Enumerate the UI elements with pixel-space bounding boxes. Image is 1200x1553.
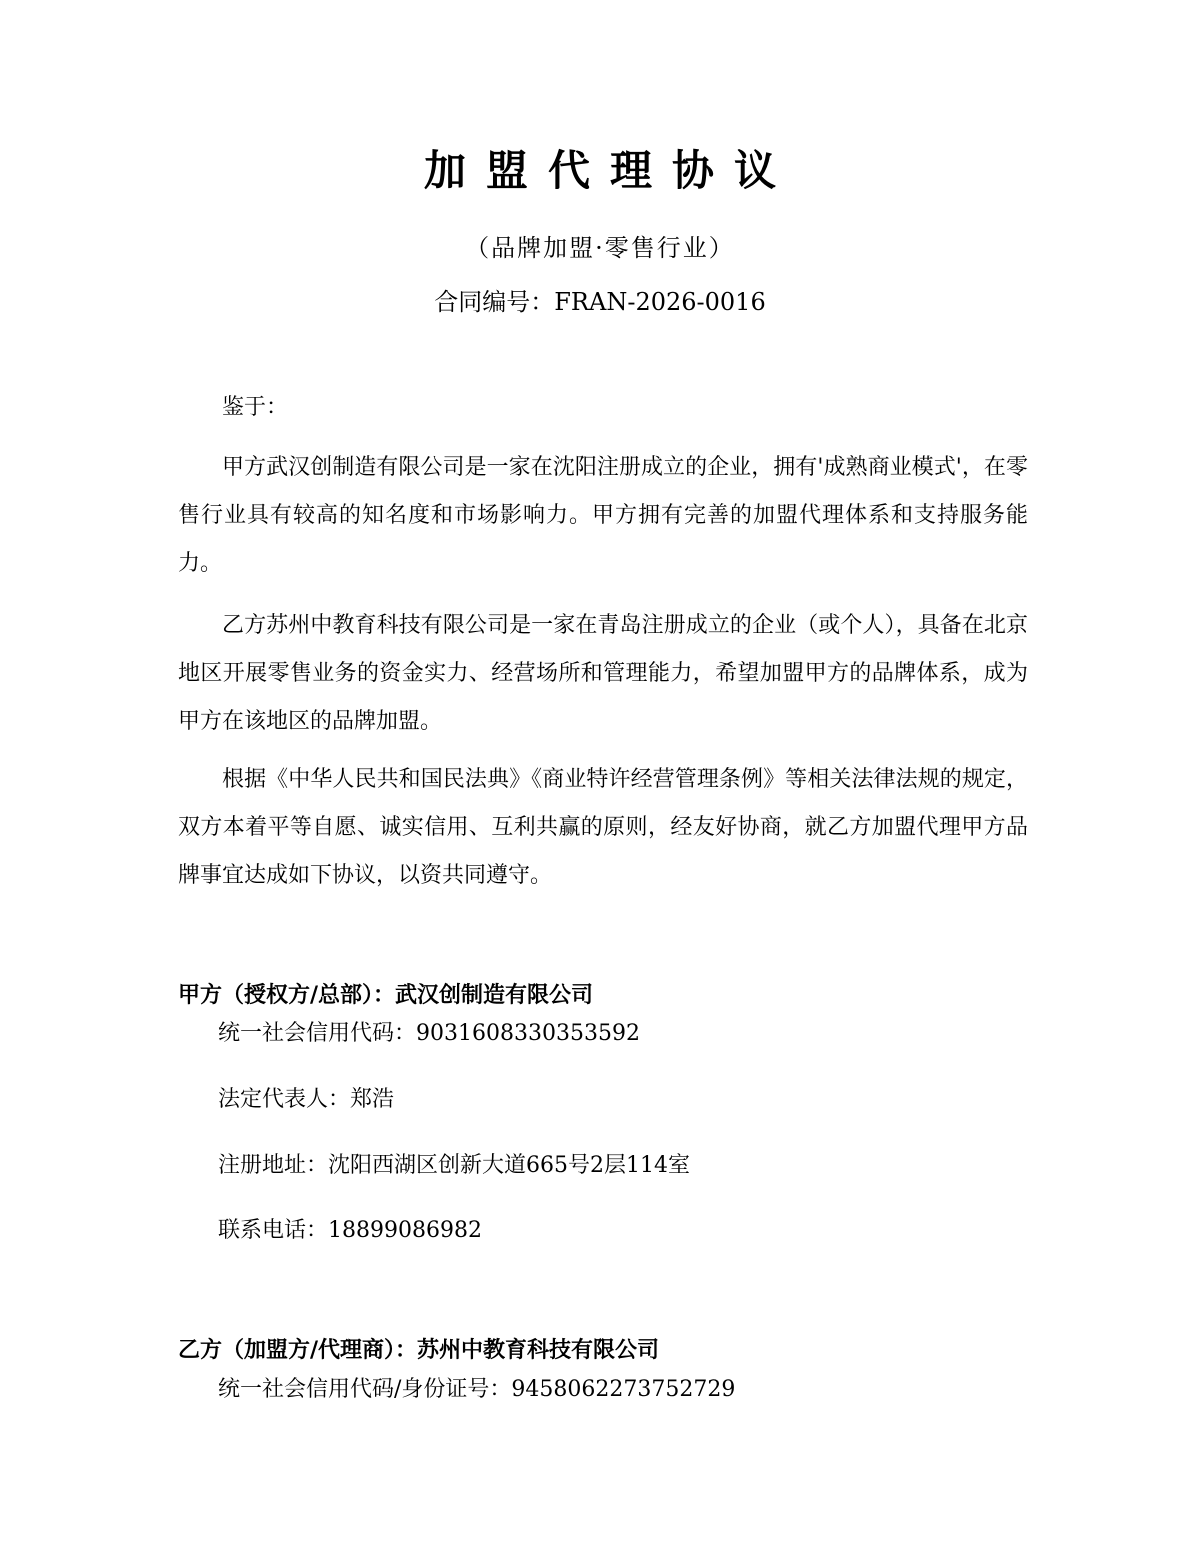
document-subtitle: （品牌加盟·零售行业） (465, 234, 735, 262)
contract-number: 合同编号：FRAN-2026-0016 (434, 288, 766, 316)
whereas-label: 鉴于： (222, 395, 289, 420)
party-b-credit-code: 统一社会信用代码/身份证号：9458062273752729 (218, 1377, 736, 1402)
paragraph-party-b-intro: 乙方苏州中教育科技有限公司是一家在青岛注册成立的企业（或个人），具备在北京地区开展零售业务的资金实力、经营场所和管理能力，希望加盟甲方的品牌体系，成为甲方在该地区的品牌加盟。 (178, 613, 1028, 734)
party-a-address: 注册地址：沈阳西湖区创新大道665号2层114室 (218, 1153, 690, 1178)
paragraph-party-a-intro: 甲方武汉创制造有限公司是一家在沈阳注册成立的企业，拥有'成熟商业模式'，在零售行业具有较高的知名度和市场影响力。甲方拥有完善的加盟代理体系和支持服务能力。 (178, 455, 1028, 576)
party-a-phone: 联系电话：18899086982 (218, 1218, 482, 1243)
party-a-legal-representative: 法定代表人：郑浩 (218, 1087, 395, 1112)
party-a-credit-code: 统一社会信用代码：9031608330353592 (218, 1021, 640, 1046)
document-title: 加盟代理协议 (423, 146, 796, 195)
paragraph-legal-basis: 根据《中华人民共和国民法典》《商业特许经营管理条例》等相关法律法规的规定，双方本着平等自愿、诚实信用、互利共赢的原则，经友好协商，就乙方加盟代理甲方品牌事宜达成如下协议，以资共同遵守。 (178, 767, 1028, 888)
party-a-heading: 甲方（授权方/总部）：武汉创制造有限公司 (178, 983, 594, 1008)
party-b-heading: 乙方（加盟方/代理商）：苏州中教育科技有限公司 (178, 1338, 660, 1363)
